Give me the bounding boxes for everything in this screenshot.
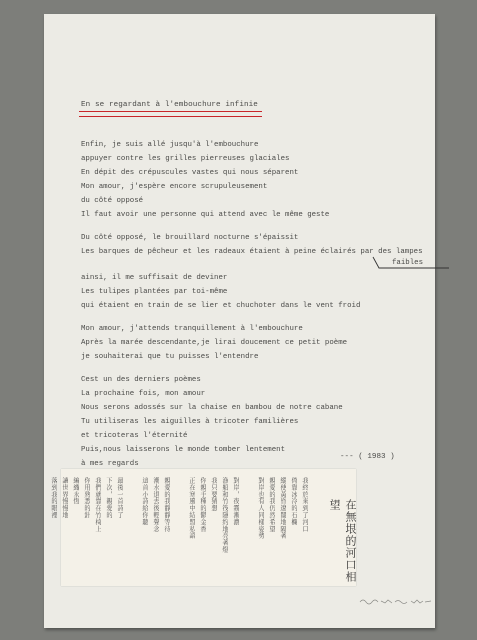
clipping-column: 潮水退去後輕聲念	[152, 477, 159, 533]
poem-line: ainsi, il me suffisait de deviner	[81, 274, 228, 282]
clipping-column: 親愛的我仍然希望	[268, 477, 275, 533]
clipping-column: 編織永恆	[72, 477, 79, 505]
clipping-column: 倚靠冰冷的石欄	[290, 477, 297, 526]
catalog-number-pencil	[359, 596, 433, 606]
poem-line: Mon amour, j'attends tranquillement à l'embouchure	[81, 325, 303, 333]
poem-line: En dépit des crépuscules vastes qui nous séparent	[81, 169, 299, 177]
poem-line: Les tulipes plantées par toi-même	[81, 288, 228, 296]
poem-line: Nous serons adossés sur la chaise en bambou de notre cabane	[81, 404, 343, 412]
poem-line: Tu utiliseras les aiguilles à tricoter familières	[81, 418, 299, 426]
clipping-column: 讓世界慢慢地	[61, 477, 68, 519]
poem-line: du côté opposé	[81, 197, 144, 205]
clipping-column: 下次，親愛的	[105, 477, 112, 519]
clipping-column: 這首小詩給你聽	[141, 477, 148, 526]
poem-line: Il faut avoir une personne qui attend avec le même geste	[81, 211, 330, 219]
poem-line: appuyer contre les grilles pierreuses glaciales	[81, 155, 290, 163]
clipping-column: 你用熟悉的針	[83, 477, 90, 519]
handwritten-insertion-word: faibles	[392, 259, 424, 267]
poem-line: Puis,nous laisserons le monde tomber lentement	[81, 446, 286, 454]
clipping-column: 漁船和竹筏隱約地亮著燈	[221, 477, 228, 553]
clipping-column: 對岸，夜霧漸濃	[232, 477, 239, 526]
poem-line: et tricoteras l'éternité	[81, 432, 188, 440]
poem-line: je souhaiterai que tu puisses l'entendre	[81, 353, 259, 361]
poem-line: Après la marée descendante,je lirai doucement ce petit poème	[81, 339, 348, 347]
clipping-column: 對岸也有人同樣姿勢	[257, 477, 264, 540]
poem-line: à mes regards	[81, 460, 139, 468]
poem-line: Enfin, je suis allé jusqu'à l'embouchure	[81, 141, 259, 149]
poem-line: qui étaient en train de se lier et chuchoter dans le vent froid	[81, 302, 361, 310]
clipping-column: 你親手種的鬱金香	[199, 477, 206, 533]
newspaper-clipping	[50, 469, 357, 586]
clipping-column: 我終於來到了河口	[301, 477, 308, 533]
manuscript-sheet	[44, 14, 435, 628]
poem-line: Les barques de pêcheur et les radeaux étaient à peine éclairés par des lampes	[81, 248, 423, 256]
clipping-column: 正在寒風中結盟私語	[188, 477, 195, 540]
clipping-column: 縱使黃昏遼闊地隔著	[279, 477, 286, 540]
clipping-column: 我們就靠在竹椅上	[94, 477, 101, 533]
clipping-column: 親愛的我靜靜等待	[163, 477, 170, 533]
poem-line: Cest un des derniers poèmes	[81, 376, 201, 384]
poem-line: La prochaine fois, mon amour	[81, 390, 206, 398]
title-red-underline	[79, 111, 262, 117]
poem-line: Du côté opposé, le brouillard nocturne s'épaissit	[81, 234, 299, 242]
clipping-column: 落到我的眼裡	[50, 477, 57, 519]
poem-date: --- ( 1983 )	[340, 453, 395, 461]
clipping-column: 我只要猜想	[210, 477, 217, 512]
clipping-column: 最後一首詩了	[116, 477, 123, 519]
clipping-title: 在無垠的河口相望	[328, 499, 357, 583]
poem-title: En se regardant à l'embouchure infinie	[81, 101, 258, 109]
poem-line: Mon amour, j'espère encore scrupuleusement	[81, 183, 268, 191]
